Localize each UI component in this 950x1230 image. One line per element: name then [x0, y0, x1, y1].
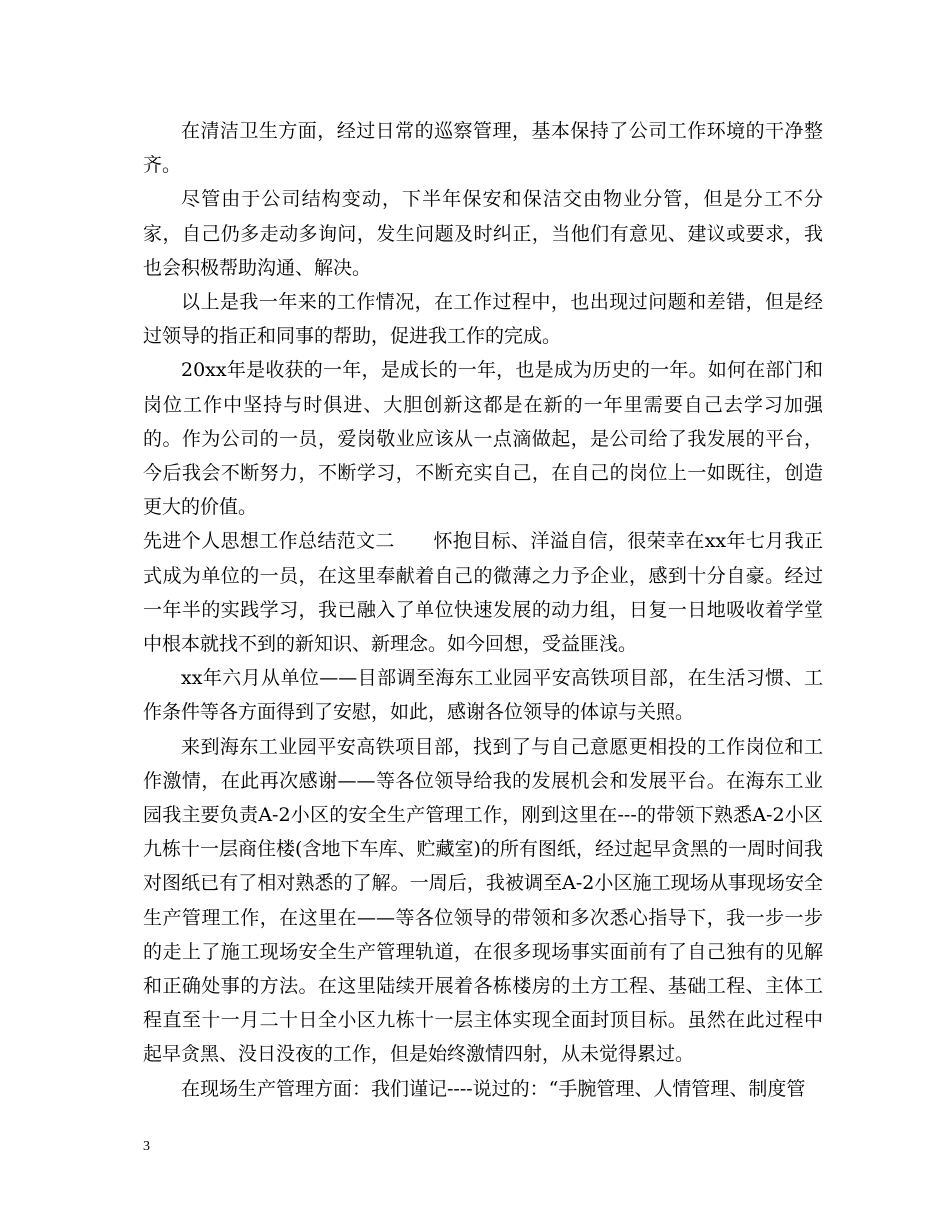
document-body — [143, 114, 823, 1106]
paragraph: 在清洁卫生方面，经过日常的巡察管理，基本保持了公司工作环境的干净整齐。 — [143, 120, 823, 177]
paragraph: 20xx年是收获的一年，是成长的一年，也是成为历史的一年。如何在部门和岗位工作中坚持与时俱进、大胆创新这都是在新的一年里需要自己去学习加强的。作为公司的一员，爱岗敬业应该从一点滴做起，是公司给了我发展的平台，今后我会不断努力，不断学习，不断充实自己，在自己的岗位上一如既往，创造更大的价值。 — [143, 359, 823, 519]
section-first-paragraph: 怀抱目标、洋溢自信，很荣幸在xx年七月我正式成为单位的一员，在这里奉献着自己的微薄之力予企业，感到十分自豪。经过一年半的实践学习，我已融入了单位快速发展的动力组，日复一日地吸收着学堂中根本就找不到的新知识、新理念。如今回想，受益匪浅。 — [143, 530, 823, 656]
section-title: 先进个人思想工作总结范文二 — [143, 530, 395, 553]
paragraph: 来到海东工业园平安高铁项目部，找到了与自己意愿更相投的工作岗位和工作激情，在此再次感谢——等各位领导给我的发展机会和发展平台。在海东工业园我主要负责A-2小区的安全生产管理工作，刚到这里在---的带领下熟悉A-2小区九栋十一层商住楼(含地下车库、贮藏室)的所有图纸，经过起早贪黑的一周时间我对图纸已有了相对熟悉的了解。一周后，我被调至A-2小区施工现场从事现场安全生产管理工作，在这里在——等各位领导的带领和多次悉心指导下，我一步一步的走上了施工现场安全生产管理轨道，在很多现场事实面前有了自己独有的见解和正确处事的方法。在这里陆续开展着各栋楼房的土方工程、基础工程、主体工程直至十一月二十日全小区九栋十一层主体实现全面封顶目标。虽然在此过程中起早贪黑、没日没夜的工作，但是始终激情四射，从未觉得累过。 — [143, 735, 823, 1066]
paragraph: 以上是我一年来的工作情况，在工作过程中，也出现过问题和差错，但是经过领导的指正和同事的帮助，促进我工作的完成。 — [143, 291, 823, 348]
section-intro-paragraph — [143, 524, 823, 661]
paragraph: xx年六月从单位——目部调至海东工业园平安高铁项目部，在生活习惯、工作条件等各方面得到了安慰，如此，感谢各位领导的体谅与关照。 — [143, 667, 823, 724]
paragraph: 尽管由于公司结构变动，下半年保安和保洁交由物业分管，但是分工不分家，自己仍多走动多询问，发生问题及时纠正，当他们有意见、建议或要求，我也会积极帮助沟通、解决。 — [143, 188, 823, 279]
paragraph: 在现场生产管理方面：我们谨记----说过的：“手腕管理、人情管理、制度管 — [181, 1077, 806, 1100]
page-number: 3 — [143, 1139, 150, 1154]
section-title-gap — [395, 530, 434, 552]
